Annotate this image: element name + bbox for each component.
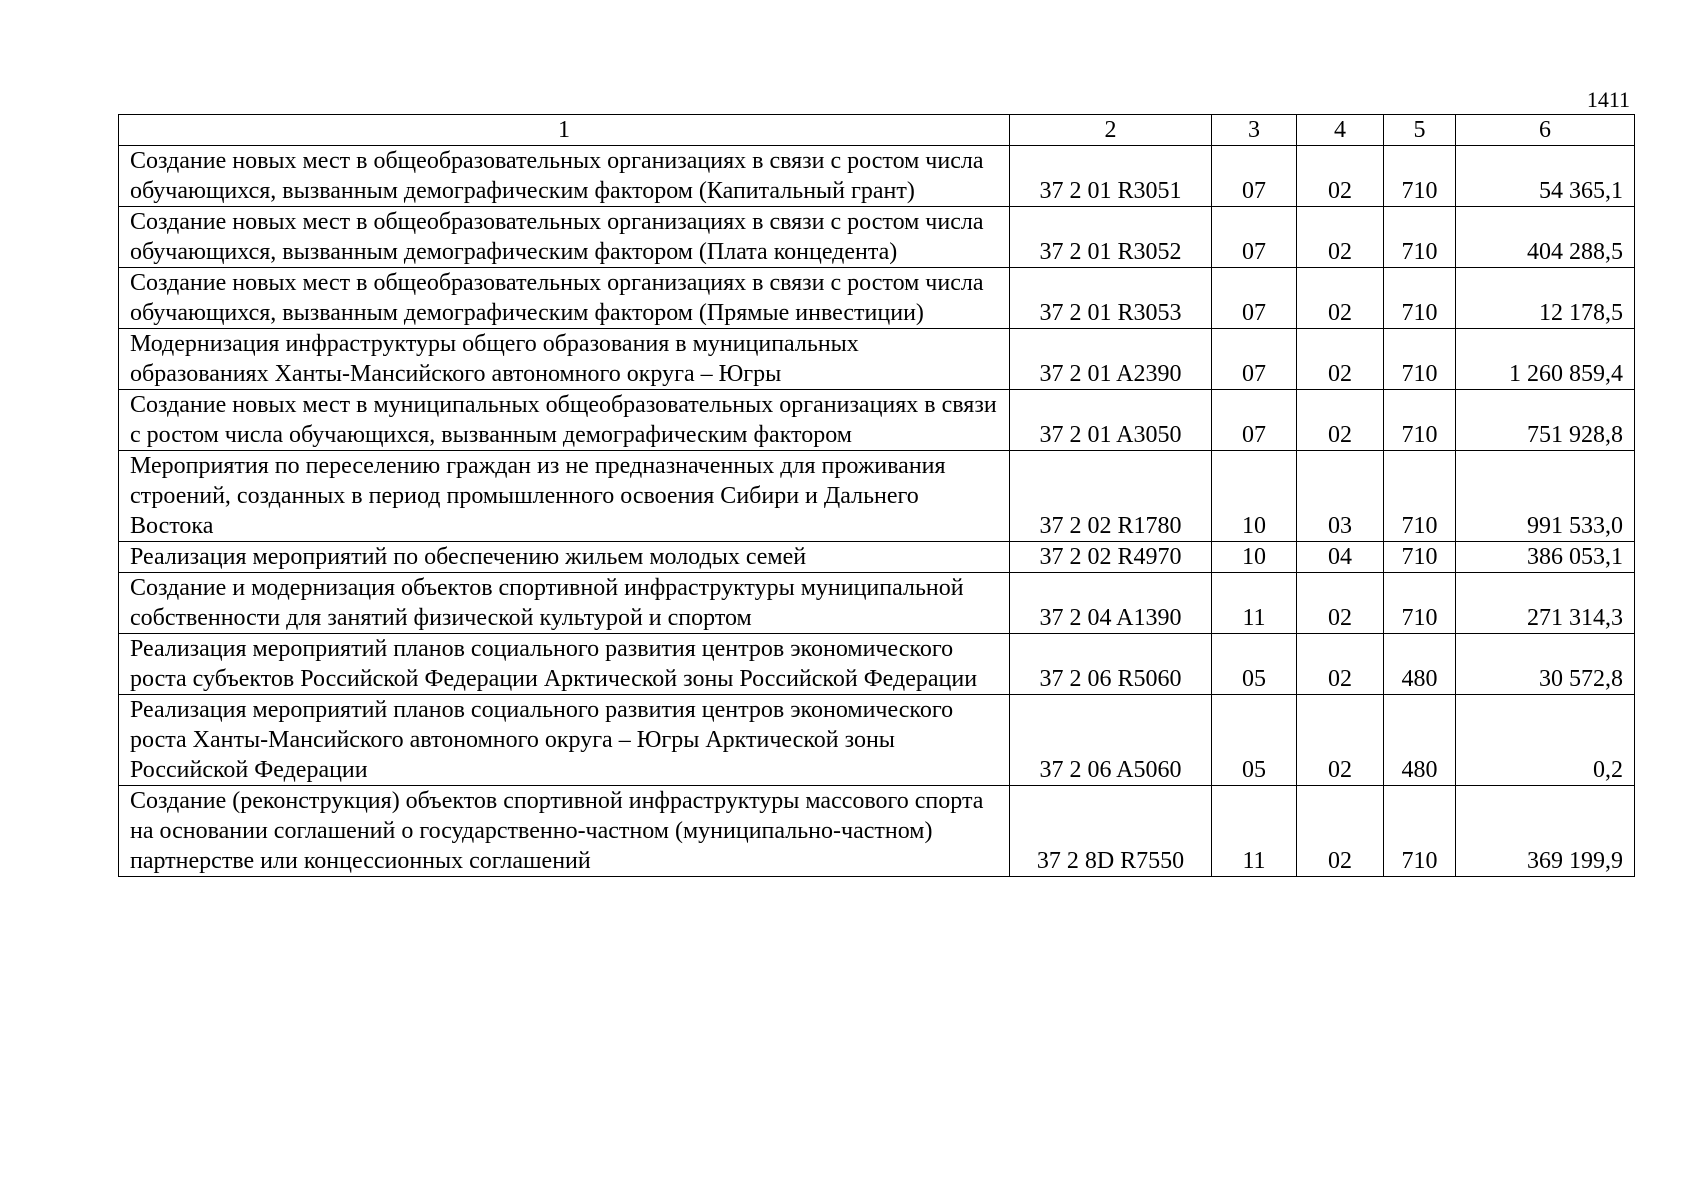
row-amount-cell: 404 288,5 (1456, 207, 1635, 268)
row-subsection-cell: 02 (1297, 695, 1384, 786)
row-section-cell: 07 (1212, 329, 1297, 390)
row-subsection-cell: 02 (1297, 146, 1384, 207)
row-name-cell: Реализация мероприятий по обеспечению жильем молодых семей (119, 542, 1010, 573)
row-section-cell: 05 (1212, 634, 1297, 695)
table-row (119, 329, 1635, 390)
row-section-cell: 11 (1212, 573, 1297, 634)
row-code-cell: 37 2 01 R3053 (1010, 268, 1212, 329)
header-row (119, 115, 1635, 146)
budget-table (118, 114, 1635, 877)
row-code-cell: 37 2 01 A3050 (1010, 390, 1212, 451)
row-name-cell: Создание новых мест в муниципальных общеобразовательных организациях в связи с ростом числа обучающихся, вызванным демографическим фактором (119, 390, 1010, 451)
row-subsection-cell: 03 (1297, 451, 1384, 542)
header-col-4: 4 (1297, 115, 1384, 146)
row-subsection-cell: 02 (1297, 573, 1384, 634)
row-code-cell: 37 2 01 R3052 (1010, 207, 1212, 268)
row-kind-cell: 710 (1384, 542, 1456, 573)
row-section-cell: 10 (1212, 451, 1297, 542)
header-col-2: 2 (1010, 115, 1212, 146)
row-kind-cell: 480 (1384, 634, 1456, 695)
row-section-cell: 07 (1212, 268, 1297, 329)
table-body (119, 146, 1635, 877)
row-name-cell: Модернизация инфраструктуры общего образования в муниципальных образованиях Ханты-Мансийского автономного округа – Югры (119, 329, 1010, 390)
row-amount-cell: 751 928,8 (1456, 390, 1635, 451)
table-row (119, 786, 1635, 877)
header-col-5: 5 (1384, 115, 1456, 146)
row-subsection-cell: 02 (1297, 390, 1384, 451)
table-row (119, 207, 1635, 268)
row-amount-cell: 54 365,1 (1456, 146, 1635, 207)
row-code-cell: 37 2 01 A2390 (1010, 329, 1212, 390)
row-subsection-cell: 02 (1297, 634, 1384, 695)
row-section-cell: 11 (1212, 786, 1297, 877)
row-kind-cell: 710 (1384, 329, 1456, 390)
row-name-cell: Создание новых мест в общеобразовательных организациях в связи с ростом числа обучающихся, вызванным демографическим фактором (Плата концедента) (119, 207, 1010, 268)
row-kind-cell: 710 (1384, 268, 1456, 329)
row-kind-cell: 480 (1384, 695, 1456, 786)
row-subsection-cell: 02 (1297, 268, 1384, 329)
row-code-cell: 37 2 06 R5060 (1010, 634, 1212, 695)
row-section-cell: 07 (1212, 390, 1297, 451)
row-name-cell: Создание (реконструкция) объектов спортивной инфраструктуры массового спорта на основании соглашений о государственно-частном (муниципально-частном) партнерстве или концессионных соглашений (119, 786, 1010, 877)
row-code-cell: 37 2 04 A1390 (1010, 573, 1212, 634)
row-kind-cell: 710 (1384, 573, 1456, 634)
row-amount-cell: 271 314,3 (1456, 573, 1635, 634)
table-row (119, 268, 1635, 329)
header-col-1: 1 (119, 115, 1010, 146)
row-name-cell: Создание и модернизация объектов спортивной инфраструктуры муниципальной собственности для занятий физической культурой и спортом (119, 573, 1010, 634)
row-amount-cell: 30 572,8 (1456, 634, 1635, 695)
header-col-3: 3 (1212, 115, 1297, 146)
row-subsection-cell: 02 (1297, 786, 1384, 877)
header-col-6: 6 (1456, 115, 1635, 146)
row-amount-cell: 1 260 859,4 (1456, 329, 1635, 390)
table-row (119, 634, 1635, 695)
row-section-cell: 05 (1212, 695, 1297, 786)
row-code-cell: 37 2 8D R7550 (1010, 786, 1212, 877)
row-name-cell: Реализация мероприятий планов социального развития центров экономического роста субъектов Российской Федерации Арктической зоны Российской Федерации (119, 634, 1010, 695)
row-section-cell: 07 (1212, 207, 1297, 268)
row-name-cell: Создание новых мест в общеобразовательных организациях в связи с ростом числа обучающихся, вызванным демографическим фактором (Капитальный грант) (119, 146, 1010, 207)
row-amount-cell: 386 053,1 (1456, 542, 1635, 573)
row-amount-cell: 991 533,0 (1456, 451, 1635, 542)
row-kind-cell: 710 (1384, 786, 1456, 877)
row-amount-cell: 0,2 (1456, 695, 1635, 786)
page-number: 1411 (1586, 87, 1630, 112)
row-name-cell: Реализация мероприятий планов социального развития центров экономического роста Ханты-Мансийского автономного округа – Югры Арктической зоны Российской Федерации (119, 695, 1010, 786)
row-section-cell: 07 (1212, 146, 1297, 207)
row-code-cell: 37 2 02 R4970 (1010, 542, 1212, 573)
row-code-cell: 37 2 02 R1780 (1010, 451, 1212, 542)
row-amount-cell: 12 178,5 (1456, 268, 1635, 329)
row-amount-cell: 369 199,9 (1456, 786, 1635, 877)
row-kind-cell: 710 (1384, 390, 1456, 451)
table-row (119, 146, 1635, 207)
row-subsection-cell: 04 (1297, 542, 1384, 573)
row-code-cell: 37 2 01 R3051 (1010, 146, 1212, 207)
row-kind-cell: 710 (1384, 146, 1456, 207)
row-kind-cell: 710 (1384, 451, 1456, 542)
table-row (119, 390, 1635, 451)
row-kind-cell: 710 (1384, 207, 1456, 268)
row-name-cell: Мероприятия по переселению граждан из не предназначенных для проживания строений, созданных в период промышленного освоения Сибири и Дальнего Востока (119, 451, 1010, 542)
table-header (119, 115, 1635, 146)
row-code-cell: 37 2 06 A5060 (1010, 695, 1212, 786)
row-section-cell: 10 (1212, 542, 1297, 573)
row-subsection-cell: 02 (1297, 207, 1384, 268)
row-name-cell: Создание новых мест в общеобразовательных организациях в связи с ростом числа обучающихся, вызванным демографическим фактором (Прямые инвестиции) (119, 268, 1010, 329)
table-row (119, 573, 1635, 634)
row-subsection-cell: 02 (1297, 329, 1384, 390)
table-row (119, 542, 1635, 573)
table-row (119, 695, 1635, 786)
table-row (119, 451, 1635, 542)
